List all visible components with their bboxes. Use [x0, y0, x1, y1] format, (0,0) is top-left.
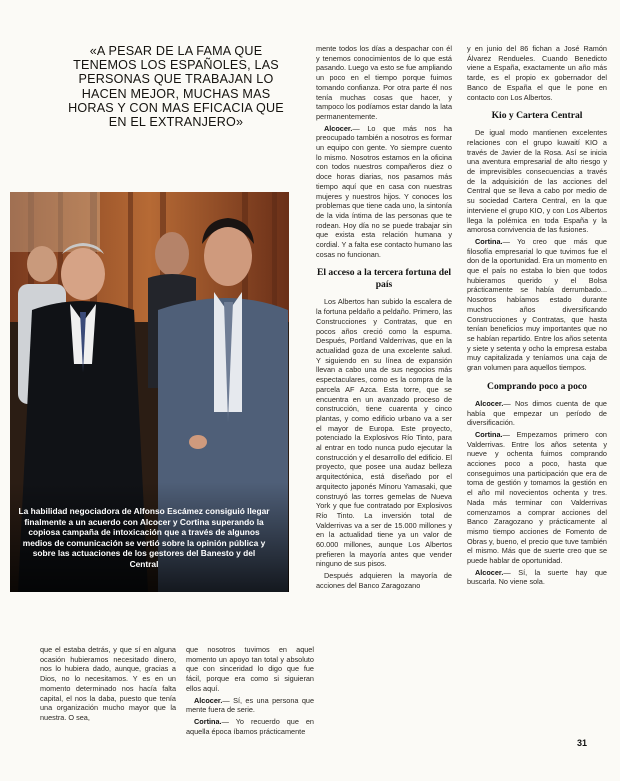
article-column-bottom-1 [40, 645, 176, 725]
paragraph: — Nos dimos cuenta de que había que empezar un período de diversificación. [467, 398, 607, 428]
speaker-name: Cortina. [194, 716, 222, 726]
paragraph: — Yo recuerdo que en aquella época íbamos prácticamente [186, 716, 314, 736]
paragraph: que nosotros tuvimos en aquel momento un apoyo tan total y absoluto que con sinceridad lo digo que fue fácil, porque era como si siguieran ellos aquí. [186, 645, 314, 693]
section-heading: Comprando poco a poco [487, 380, 587, 392]
article-column-1 [316, 44, 452, 593]
photo-caption: La habilidad negociadora de Alfonso Escámez consiguió llegar finalmente a un acuerdo con Alcocer y Cortina superando la copiosa campaña de intoxicación que a través de algunos medios de comunicación se vertió sobre la opinión pública y sobre las actuaciones de los gestores del Banesto y del Central [18, 506, 270, 569]
page-number: 31 [577, 738, 588, 748]
section-heading: El acceso a la tercera fortuna del país [316, 267, 452, 291]
paragraph: que el estaba detrás, y que sí en alguna ocasión hubieramos necesitado dinero, nos lo hubiera dado, aunque, gracias a Dios, no lo necesitamos. Y es en un momento determinado nos hacía falta capital, el nos la daba, puesto que tenía una organización mucho mayor que la nuestra. O sea, [40, 645, 176, 722]
paragraph: — Lo que más nos ha preocupado también a nosotros es formar un equipo con gente. Yo siempre cuento lo mismo. Nosotros estamos en la oficina con todos nuestros compañeros diez o doce horas diarias, nos pasamos más tiempo aquí que en casa con nuestras mujeres y nuestros hijos. Y conoces los problemas que tiene cada uno, la sintonía de la vida íntima de las personas que te rodean. Hoy día no se puede trabajar sin que exista esta relación humana y cordial. Y a falta ese contacto humano las cosas no funcionan. [316, 123, 452, 259]
paragraph: — Yo creo que más que filosofía empresarial lo que tuvimos fue el don de la oportunidad. Era un momento en que el país no estaba lo bien que todos hubieramos querido y el Bolsa prácticamente se había derrumbado... Nosotros habíamos estado durante muchos años diversificando Construcciones y Contratas, que hasta tenían beneficios muy importantes que no se habían repartido. Entre los años setenta y siete y setenta y ocho la empresa estaba muy capitalizada y teníamos una caja de gran volumen para aquellos tiempos. [467, 236, 607, 373]
paragraph: y en junio del 86 fichan a José Ramón Álvarez Rendueles. Cuando Benedicto viene a España, exactamente un año más tarde, es el propio ex gobernador del Banco de España el que le pone en contacto con Los Albertos. [467, 44, 607, 102]
pull-quote: «A PESAR DE LA FAMA QUE TENEMOS LOS ESPAÑOLES, LAS PERSONAS QUE TRABAJAN LO HACEN MEJOR, MUCHAS MAS HORAS Y CON MAS EFICACIA QUE EN EL EXTRANJERO» [68, 44, 284, 130]
speaker-name: Alcocer. [194, 695, 223, 705]
paragraph: — Sí, es una persona que mente fuera de serie. [186, 695, 314, 715]
paragraph: De igual modo mantienen excelentes relaciones con el grupo kuwaití KIO a través de Javier de la Rosa. Así se inicia una aventura empresarial de alto riesgo y de imprevisibles consecuencias a través de la adquisición de las acciones del Central que se lleva a cabo por medio de su sociedad Cartera Central, en la que interviene el grupo KIO, y con Los Albertos llega la polémica en toda España y la amorosa convivencia de las fusiones. [467, 128, 607, 235]
article-column-bottom-2 [186, 645, 314, 738]
paragraph: mente todos los días a despachar con él y tenemos conocimientos de lo que está pasando. Luego va esto se fue ampliando un poco en el tiempo porque fuimos tomando confianza. Por otra parte él nos tenía muchas cosas que hacer, y tampoco los podíamos estar dando la lata permanentemente. [316, 44, 452, 121]
article-column-2 [467, 44, 607, 589]
speaker-name: Alcocer. [475, 567, 504, 577]
speaker-name: Cortina. [475, 236, 503, 246]
paragraph: — Empezamos primero con Valderrivas. Entre los años setenta y nueve y ochenta fuimos comprando acciones poco a poco, hasta que conseguimos una participación que era de toma de gestión y tomamos la gestión en el año mil novecientos ochenta y tres. Nada más terminar con Valderrivas comenzamos a comprar acciones del Banco Zaragozano y prácticamente al mismo tiempo acciones de Fomento de Obras y, bueno, el precio que tuve también el mismo. Más que de suerte creo que se puede hablar de oportunidad. [467, 429, 607, 566]
paragraph: Los Albertos han subido la escalera de la fortuna peldaño a peldaño. Primero, las Construcciones y Contratas, que en pocos años creció como la espuma. Después, Portland Valderrivas, que en la actualidad goza de una excelente salud. Y siguiendo en su línea de expansión llevan a cabo una de sus negocios más espectaculares, como es la compra de la parcela AF Azca. Esta torre, que se encuentra en un avanzado proceso de construcción, tiene cuarenta y cinco plantas, y como edificio urbano va a ser el mayor de Europa. Este proyecto, potenciado la Explosivos Río Tinto, para al entrar en todo nunca pudo ejecutar la construcción y el desarrollo del edificio. El proyecto, que posee una audaz belleza arquitectónica, está diseñado por el arquitecto japonés Minoru Yamasaki, que construyó las torres gemelas de Nueva York y que fue contratado por Explosivos Río Tinto. La inversión total de Valderrivas va a ser de 15.000 millones y en la actualidad tiene ya un valor de 60.000 millones, aunque Los Albertos prefieren la mayoría antes que vender ninguno de sus pisos. [316, 297, 452, 569]
section-heading: Kio y Cartera Central [491, 110, 583, 122]
paragraph: Después adquieren la mayoría de acciones del Banco Zaragozano [316, 571, 452, 590]
speaker-name: Alcocer. [475, 398, 504, 408]
paragraph: — Sí, la suerte hay que buscarla. No viene sola. [467, 567, 607, 587]
speaker-name: Alcocer. [324, 123, 353, 133]
speaker-name: Cortina. [475, 429, 503, 439]
